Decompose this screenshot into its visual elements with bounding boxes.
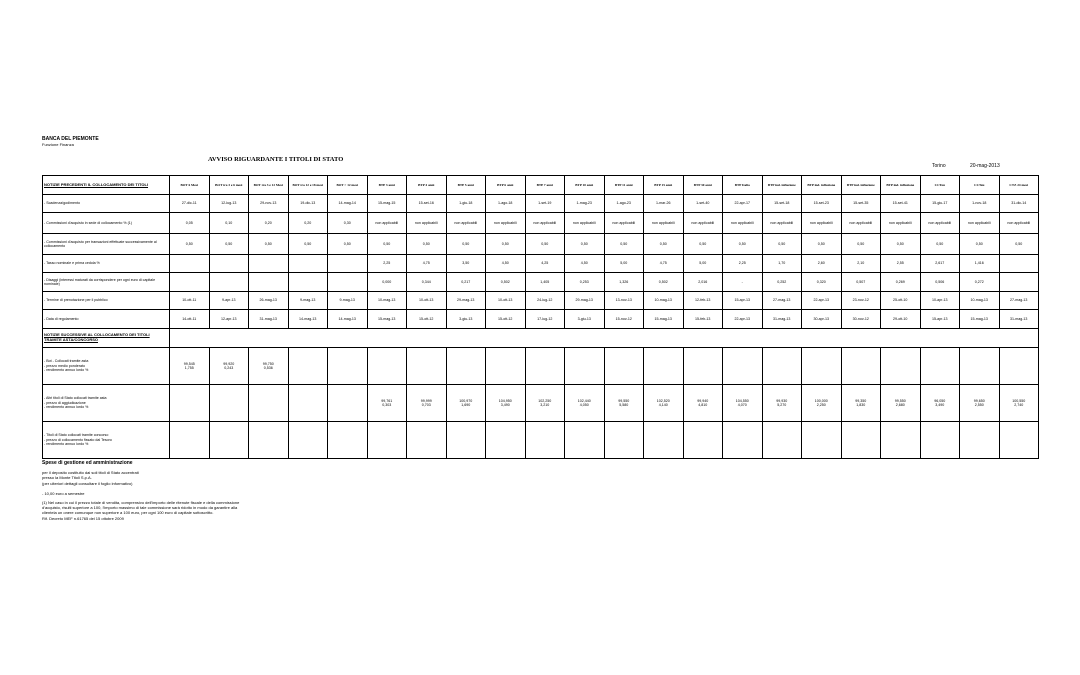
table-cell: [762, 348, 802, 385]
table-cell: 9-mag-13: [328, 292, 368, 310]
table-cell: 29-ott-10: [881, 310, 921, 329]
table-header-row: [43, 176, 1039, 195]
table-cell: 99,750 0,536: [249, 348, 289, 385]
table-cell: 30-apr-13: [802, 310, 842, 329]
table-cell: 15-set-41: [881, 195, 921, 213]
table-cell: 15-mag-15: [367, 195, 407, 213]
table-cell: 0,05: [170, 213, 210, 234]
row-label: - Altri titoli di Stato collocati tramite asta - prezzo di aggiudicazione - rendimento annuo lordo %: [43, 385, 170, 422]
table-cell: [999, 422, 1039, 459]
table-cell: 99,999 0,703: [407, 385, 447, 422]
table-cell: 0,50: [683, 234, 723, 255]
table-cell: 4,75: [407, 255, 447, 273]
table-cell: 0,269: [881, 273, 921, 292]
table-cell: [486, 422, 526, 459]
table-cell: 1-ago-18: [486, 195, 526, 213]
table-cell: 15-nov-12: [604, 310, 644, 329]
table-cell: non applicabili: [762, 213, 802, 234]
column-header: BTP ind. inflazione: [802, 176, 842, 195]
table-cell: [525, 422, 565, 459]
table-cell: non applicabili: [604, 213, 644, 234]
table-cell: 0,272: [960, 273, 1000, 292]
table-cell: [999, 273, 1039, 292]
table-cell: 24-lug-12: [525, 292, 565, 310]
table-cell: [565, 348, 605, 385]
column-header: CCTeu: [920, 176, 960, 195]
table-cell: 10-ott-13: [486, 292, 526, 310]
table-cell: [249, 422, 289, 459]
table-cell: 15-set-18: [762, 195, 802, 213]
table-cell: 0,50: [525, 234, 565, 255]
table-cell: [170, 422, 210, 459]
table-cell: 99,545 1,755: [170, 348, 210, 385]
table-cell: 15-ott-12: [407, 310, 447, 329]
table-cell: [604, 422, 644, 459]
table-cell: 31-mag-13: [249, 310, 289, 329]
table-cell: 0,50: [762, 234, 802, 255]
table-cell: [407, 348, 447, 385]
table-cell: [209, 255, 249, 273]
table-cell: 1-mar-26: [644, 195, 684, 213]
column-header: BOT > 12 mesi: [328, 176, 368, 195]
table-cell: 4,25: [525, 255, 565, 273]
table-cell: 2,25: [723, 255, 763, 273]
table-cell: 22-apr-13: [802, 292, 842, 310]
table-cell: 5,00: [604, 255, 644, 273]
table-row: [43, 195, 1039, 213]
table-cell: [249, 273, 289, 292]
table-cell: [920, 422, 960, 459]
table-cell: 0,50: [288, 234, 328, 255]
table-cell: 2,016: [683, 273, 723, 292]
table-cell: [170, 385, 210, 422]
table-row: [43, 348, 1039, 385]
table-cell: 0,000: [367, 273, 407, 292]
table-cell: 0,50: [881, 234, 921, 255]
table-cell: 0,50: [999, 234, 1039, 255]
notes-title: Spese di gestione ed amministrazione: [42, 460, 133, 466]
table-cell: [762, 422, 802, 459]
table-cell: [288, 273, 328, 292]
table-cell: [446, 348, 486, 385]
column-header: BOT tra 3 e 12 Mesi: [249, 176, 289, 195]
table-cell: 99,650 2,550: [960, 385, 1000, 422]
table-cell: 2,25: [367, 255, 407, 273]
table-cell: 5,00: [683, 255, 723, 273]
row-label: - Titoli di Stato collocati tramite concorso - prezzo di collocamento fissato dal Tesoro - rendimento annuo lordo %: [43, 422, 170, 459]
table-cell: 10-ott-11: [170, 292, 210, 310]
table-cell: [446, 422, 486, 459]
table-cell: 99,920 0,243: [209, 348, 249, 385]
table-cell: 0,10: [209, 213, 249, 234]
table-cell: 1,70: [762, 255, 802, 273]
table-cell: 0,50: [209, 234, 249, 255]
table-cell: 96,050 3,490: [920, 385, 960, 422]
column-header: BTP Italia: [723, 176, 763, 195]
column-header: BTP ind. inflazione: [841, 176, 881, 195]
table-cell: 15-mag-13: [960, 310, 1000, 329]
table-cell: 102,250 3,210: [525, 385, 565, 422]
table-cell: 15-set-23: [802, 195, 842, 213]
table-cell: 29-mag-13: [446, 292, 486, 310]
column-header: BTP 15 anni: [644, 176, 684, 195]
table-cell: 26-mag-13: [249, 292, 289, 310]
row-label: - Commissioni d'acquisto per transazioni effettuate successivamente al collocamento: [43, 234, 170, 255]
table-row: [43, 255, 1039, 273]
table-cell: [209, 273, 249, 292]
table-cell: 104,550 4,070: [723, 385, 763, 422]
table-cell: 0,344: [407, 273, 447, 292]
table-cell: [999, 348, 1039, 385]
table-cell: [525, 348, 565, 385]
column-header: BOT 6 Mesi: [170, 176, 210, 195]
table-cell: 99,940 4,810: [683, 385, 723, 422]
section-row: [43, 329, 1039, 348]
table-cell: 0,50: [446, 234, 486, 255]
table-cell: [367, 348, 407, 385]
table-cell: 29-nov-13: [249, 195, 289, 213]
table-cell: 0,502: [486, 273, 526, 292]
table-cell: [209, 385, 249, 422]
table-cell: [249, 255, 289, 273]
table-cell: [604, 348, 644, 385]
table-cell: 99,761 0,303: [367, 385, 407, 422]
column-header: BTP 3 anni: [367, 176, 407, 195]
table-cell: 100,550 2,740: [999, 385, 1039, 422]
table-cell: [644, 348, 684, 385]
table-row: [43, 310, 1039, 329]
table-cell: 2,617: [920, 255, 960, 273]
table-cell: 0,50: [841, 234, 881, 255]
notes-lines: [42, 470, 502, 496]
department-name: Funzione Finanza: [42, 142, 74, 147]
bank-header: [42, 136, 99, 148]
table-row: [43, 422, 1039, 459]
table-cell: 31-mag-13: [999, 310, 1039, 329]
table-cell: non applicabili: [683, 213, 723, 234]
table-cell: 0,50: [802, 234, 842, 255]
table-cell: 0,50: [486, 234, 526, 255]
table-cell: 0,502: [644, 273, 684, 292]
table-cell: 22-apr-13: [723, 310, 763, 329]
table-cell: 0,253: [565, 273, 605, 292]
table-cell: 4,75: [644, 255, 684, 273]
table-cell: non applicabili: [841, 213, 881, 234]
table-cell: 15-apr-13: [920, 310, 960, 329]
table-cell: [683, 348, 723, 385]
table-cell: 99,350 1,830: [841, 385, 881, 422]
table-cell: [881, 348, 921, 385]
section-filler: [170, 329, 1039, 348]
table-cell: 30-nov-12: [841, 310, 881, 329]
table-cell: 0,217: [446, 273, 486, 292]
table-cell: [802, 348, 842, 385]
table-cell: 0,30: [328, 213, 368, 234]
table-cell: 4,50: [565, 255, 605, 273]
table-cell: 19-dic-13: [288, 195, 328, 213]
table-cell: 0,50: [565, 234, 605, 255]
row-label: - Scadenza/godimento: [43, 195, 170, 213]
table-cell: 99,550 5,580: [604, 385, 644, 422]
table-cell: 0,50: [249, 234, 289, 255]
table-cell: 0,506: [920, 273, 960, 292]
table-cell: 31-dic-14: [999, 195, 1039, 213]
table-cell: [328, 422, 368, 459]
table-cell: 1,405: [525, 273, 565, 292]
table-cell: 12-apr-13: [209, 310, 249, 329]
table-cell: 27-dic-11: [170, 195, 210, 213]
column-header: BTP 11 anni: [604, 176, 644, 195]
table-cell: 1-nov-18: [960, 195, 1000, 213]
table-cell: non applicabili: [407, 213, 447, 234]
table-cell: 0,50: [723, 234, 763, 255]
table-cell: [881, 422, 921, 459]
table-cell: 1-ago-23: [604, 195, 644, 213]
table-cell: [288, 255, 328, 273]
table-cell: 23-nov-12: [841, 292, 881, 310]
table-cell: 0,50: [960, 234, 1000, 255]
table-cell: 102,520 4,140: [644, 385, 684, 422]
table-cell: 4,50: [486, 255, 526, 273]
table-cell: 27-mag-13: [762, 292, 802, 310]
table-row: [43, 213, 1039, 234]
table-cell: [288, 422, 328, 459]
table-cell: 1,326: [604, 273, 644, 292]
table-cell: [209, 422, 249, 459]
table-cell: non applicabili: [999, 213, 1039, 234]
table-cell: 100,000 2,250: [802, 385, 842, 422]
table-cell: 13-nov-13: [604, 292, 644, 310]
column-header: BTP 4 anni: [407, 176, 447, 195]
footnote-line: d'acquisto, risulti superiore a 100, l'importo massimo di tale commissione sarà ridotto in modo da garantire alla: [42, 505, 238, 511]
table-cell: 14-ott-11: [170, 310, 210, 329]
table-cell: [328, 255, 368, 273]
table-cell: 100,970 1,690: [446, 385, 486, 422]
table-cell: 10-mag-13: [960, 292, 1000, 310]
section-title-after: NOTIZIE SUCCESSIVE AL COLLOCAMENTO DEI TITOLI TRAMITE ASTA/CONCORSO: [43, 329, 170, 348]
table-cell: [683, 422, 723, 459]
table-row: [43, 234, 1039, 255]
column-header: BOT tra 12 e 18 mesi: [288, 176, 328, 195]
table-cell: 1-set-19: [525, 195, 565, 213]
table-cell: [367, 422, 407, 459]
table-cell: 14-mag-13: [288, 310, 328, 329]
table-cell: non applicabili: [565, 213, 605, 234]
table-cell: non applicabili: [525, 213, 565, 234]
column-header: BTP ind. inflazione: [762, 176, 802, 195]
table-cell: 12-lug-13: [209, 195, 249, 213]
table-cell: 17-lug-12: [525, 310, 565, 329]
table-cell: 15-apr-13: [723, 292, 763, 310]
table-cell: 3,50: [446, 255, 486, 273]
table-cell: 15-feb-13: [683, 310, 723, 329]
table-cell: [407, 422, 447, 459]
table-cell: non applicabili: [644, 213, 684, 234]
table-cell: 0,50: [407, 234, 447, 255]
table-cell: non applicabili: [802, 213, 842, 234]
table-cell: 1-mag-23: [565, 195, 605, 213]
table-cell: 99,550 2,680: [881, 385, 921, 422]
footnote-line: (1) Nel caso in cui il prezzo totale di vendita, comprensivo dell'importo delle ritenute fiscale e della commissione: [42, 500, 240, 506]
table-row: [43, 273, 1039, 292]
notes-line: - 10,00 euro a semestre: [42, 490, 85, 496]
row-label: - Data di regolamento: [43, 310, 170, 329]
table-cell: 0,50: [170, 234, 210, 255]
table-cell: 12-feb-13: [683, 292, 723, 310]
table-cell: -: [723, 273, 763, 292]
table-cell: [170, 273, 210, 292]
table-cell: non applicabili: [486, 213, 526, 234]
table-cell: 31-mag-13: [762, 310, 802, 329]
footnote-line: Rif. Decreto MEF n.61765 del 15 ottobre 2009: [42, 515, 124, 521]
table-cell: 10-mag-13: [367, 292, 407, 310]
table-cell: [249, 385, 289, 422]
table-cell: 15-mag-13: [644, 310, 684, 329]
notes-line: presso la Monte Titoli S.p.A.: [42, 475, 92, 481]
notes-section: [42, 461, 502, 525]
table-cell: [486, 348, 526, 385]
table-cell: 1-giu-18: [446, 195, 486, 213]
table-cell: [802, 422, 842, 459]
notes-line: per il deposito costituito dai soli titoli di Stato accentrati: [42, 470, 139, 476]
column-header: BTP 6 anni: [486, 176, 526, 195]
table-cell: 1,416: [960, 255, 1000, 273]
table-cell: [288, 385, 328, 422]
table-cell: [920, 348, 960, 385]
table-cell: 25-ott-10: [881, 292, 921, 310]
table-cell: 2,60: [802, 255, 842, 273]
footnote: [42, 500, 502, 521]
table-cell: 9-apr-13: [209, 292, 249, 310]
table-cell: 2,55: [881, 255, 921, 273]
table-cell: [288, 348, 328, 385]
table-cell: 29-mag-13: [565, 292, 605, 310]
table-cell: [328, 273, 368, 292]
row-label: - Commissioni d'acquisto in sede di collocamento % (1): [43, 213, 170, 234]
section-title-before: NOTIZIE PRECEDENTI IL COLLOCAMENTO DEI TITOLI: [43, 176, 170, 195]
table-cell: non applicabili: [367, 213, 407, 234]
table-cell: 0,50: [644, 234, 684, 255]
table-cell: [723, 422, 763, 459]
table-cell: 0,320: [802, 273, 842, 292]
column-header: CTZ 24 mesi: [999, 176, 1039, 195]
row-label: - Disaggi (interessi maturati da corrispondere per ogni euro di capitale nominale): [43, 273, 170, 292]
table-cell: 22-apr-17: [723, 195, 763, 213]
column-header: BOT tra 3 e 6 mesi: [209, 176, 249, 195]
table-cell: non applicabili: [960, 213, 1000, 234]
table-cell: [999, 255, 1039, 273]
column-header: BTP 7 anni: [525, 176, 565, 195]
table-cell: 15-giu-17: [920, 195, 960, 213]
row-label: - Bot - Collocati tramite asta - prezzo medio ponderato - rendimento annuo lordo %: [43, 348, 170, 385]
titoli-table: [42, 175, 1039, 459]
column-header: BTP ind. inflazione: [881, 176, 921, 195]
table-cell: 0,20: [288, 213, 328, 234]
table-cell: [644, 422, 684, 459]
footnote-line: clientela un onere comunque non superiore a 100 euro, per ogni 100 euro di capitale sottoscritto.: [42, 510, 214, 516]
place-label: Torino: [932, 163, 946, 169]
table-cell: 9-mag-13: [288, 292, 328, 310]
table-cell: non applicabili: [723, 213, 763, 234]
table-cell: 102,440 4,050: [565, 385, 605, 422]
table-cell: 0,50: [920, 234, 960, 255]
table-cell: 0,252: [762, 273, 802, 292]
table-cell: 14-mag-14: [328, 195, 368, 213]
notes-line: (per ulteriori dettagli consultare il foglio informativo): [42, 480, 133, 486]
table-cell: [841, 422, 881, 459]
table-cell: [328, 385, 368, 422]
column-header: CCTeu: [960, 176, 1000, 195]
table-cell: [565, 422, 605, 459]
table-cell: 14-mag-13: [328, 310, 368, 329]
table-cell: 3-giu-13: [565, 310, 605, 329]
table-cell: 0,50: [604, 234, 644, 255]
table-cell: 10-mag-13: [644, 292, 684, 310]
table-cell: 3-giu-13: [446, 310, 486, 329]
column-header: BTP 30 anni: [683, 176, 723, 195]
table-cell: [170, 255, 210, 273]
table-cell: [841, 348, 881, 385]
page-title: AVVISO RIGUARDANTE I TITOLI DI STATO: [208, 156, 344, 163]
table-cell: 104,950 3,490: [486, 385, 526, 422]
table-cell: 15-mag-13: [367, 310, 407, 329]
bank-name: BANCA DEL PIEMONTE: [42, 136, 99, 142]
table-cell: 0,20: [249, 213, 289, 234]
table-cell: 0,50: [328, 234, 368, 255]
row-label: - Termine di prenotazione per il pubblico: [43, 292, 170, 310]
table-cell: 0,507: [841, 273, 881, 292]
table-cell: non applicabili: [881, 213, 921, 234]
table-cell: non applicabili: [920, 213, 960, 234]
table-cell: 15-set-35: [841, 195, 881, 213]
table-cell: [960, 422, 1000, 459]
table-row: [43, 292, 1039, 310]
table-cell: [960, 348, 1000, 385]
table-cell: 27-mag-13: [999, 292, 1039, 310]
row-label: - Tasso nominale e prima cedola %: [43, 255, 170, 273]
table-cell: 99,930 5,270: [762, 385, 802, 422]
table-cell: [328, 348, 368, 385]
column-header: BTP 5 anni: [446, 176, 486, 195]
table-cell: 10-apr-13: [920, 292, 960, 310]
table-cell: 15-set-16: [407, 195, 447, 213]
date-label: 20-mag-2013: [970, 163, 1000, 169]
table-cell: 1-set-40: [683, 195, 723, 213]
table-cell: 2,10: [841, 255, 881, 273]
table-cell: 15-ott-12: [486, 310, 526, 329]
table-cell: [723, 348, 763, 385]
table-cell: non applicabili: [446, 213, 486, 234]
column-header: BTP 10 anni: [565, 176, 605, 195]
table-cell: 10-ott-13: [407, 292, 447, 310]
table-cell: 0,50: [367, 234, 407, 255]
table-row: [43, 385, 1039, 422]
